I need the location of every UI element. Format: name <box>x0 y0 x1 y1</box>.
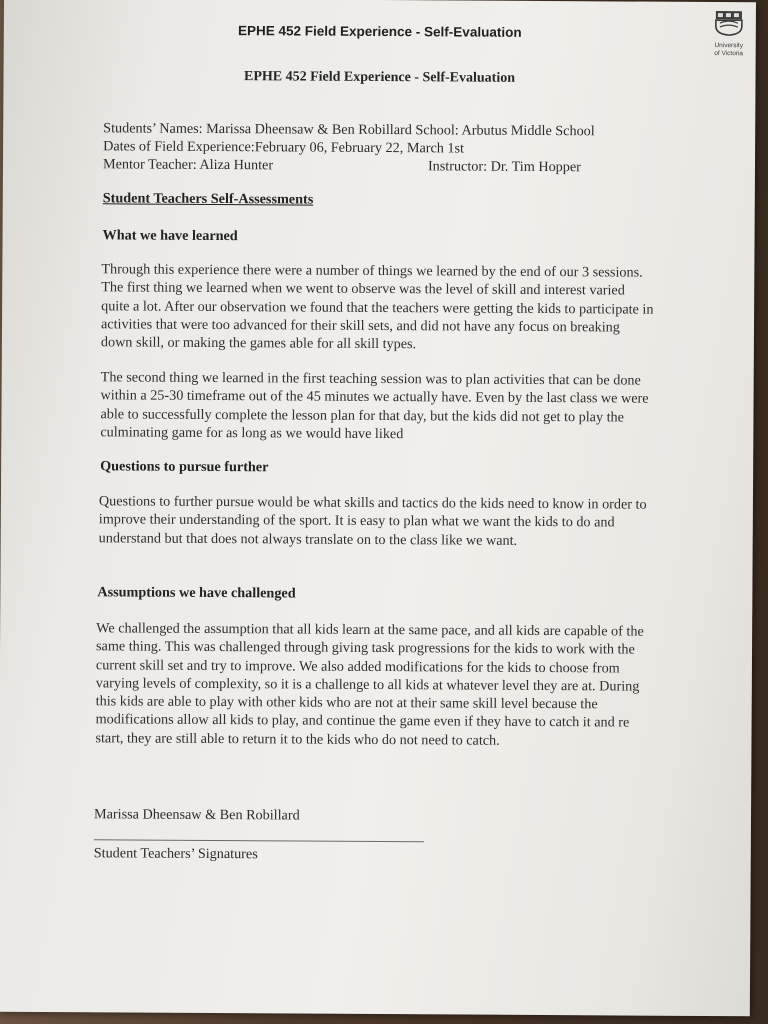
university-logo <box>704 10 754 57</box>
questions-heading: Questions to pursue further <box>100 458 269 476</box>
text-line: The second thing we learned in the first teaching session was to plan activities that can be done <box>100 369 641 389</box>
crest-icon <box>714 10 744 36</box>
text-line: current skill set and try to improve. We also added modifications for the kids to choose from <box>95 656 620 677</box>
text-line: start, they are still able to return it to the kids who do not need to catch. <box>95 730 500 749</box>
text-line: within a 25-30 timeframe out of the 45 minutes we actually have. Even by the last class we were <box>100 387 649 407</box>
section-heading: Student Teachers Self-Assessments <box>102 190 314 208</box>
header-title: EPHE 452 Field Experience - Self-Evaluation <box>237 23 522 40</box>
text-line: We challenged the assumption that all kids learn at the same pace, and all kids are capable of the <box>96 620 644 640</box>
signature-rule <box>94 839 424 842</box>
text-line: down skill, or making the games able for all skill types. <box>100 334 417 353</box>
dates-line: Dates of Field Experience:February 06, February 22, March 1st <box>103 138 465 157</box>
signature-names: Marissa Dheensaw & Ben Robillard <box>93 806 300 824</box>
text-line: Questions to further pursue would be what skills and tactics do the kids need to know in order to <box>98 493 647 513</box>
text-line: culminating game for as long as we would have liked <box>100 424 404 443</box>
document-title: EPHE 452 Field Experience - Self-Evaluation <box>243 69 516 86</box>
logo-text-line-1: University <box>714 42 744 50</box>
text-line: this kids are able to play with other kids who are not at their same skill level because the <box>95 693 598 713</box>
assumptions-paragraph <box>95 619 643 750</box>
instructor-line: Instructor: Dr. Tim Hopper <box>427 158 581 176</box>
text-line: same thing. This was challenged through giving task progressions for the kids to work with the <box>95 638 635 658</box>
text-line: varying levels of complexity, so it is a challenge to all kids at whatever level they are at. During <box>95 675 640 695</box>
students-line: Students’ Names: Marissa Dheensaw & Ben Robillard School: Arbutus Middle School <box>103 120 595 140</box>
text-line: Through this experience there were a number of things we learned by the end of our 3 sessions. <box>101 261 643 281</box>
assumptions-heading: Assumptions we have challenged <box>97 584 296 602</box>
text-line: improve their understanding of the sport. It is easy to plan what we want the kids to do and <box>98 511 615 531</box>
text-line: activities that were too advanced for their skill sets, and did not have any focus on breaking <box>100 316 620 336</box>
logo-text-line-2: of Victoria <box>714 50 744 58</box>
learned-paragraph-2 <box>100 368 648 445</box>
questions-paragraph <box>99 492 647 550</box>
learned-paragraph-1 <box>101 260 654 355</box>
text-line: able to successfully complete the lesson plan for that day, but the kids did not get to play the <box>100 405 625 426</box>
text-line: quite a lot. After our observation we found that the teachers were getting the kids to participate in <box>101 297 654 318</box>
signature-label: Student Teachers’ Signatures <box>93 845 258 863</box>
mentor-line: Mentor Teacher: Aliza Hunter <box>102 156 274 174</box>
text-line: modifications allow all kids to play, and continue the game even if they have to catch it and re <box>95 711 630 732</box>
learned-heading: What we have learned <box>102 227 238 245</box>
text-line: The first thing we learned when we went to observe was the level of skill and interest varied <box>101 279 625 299</box>
text-line: understand but that does not always translate on to the class like we want. <box>98 529 518 549</box>
